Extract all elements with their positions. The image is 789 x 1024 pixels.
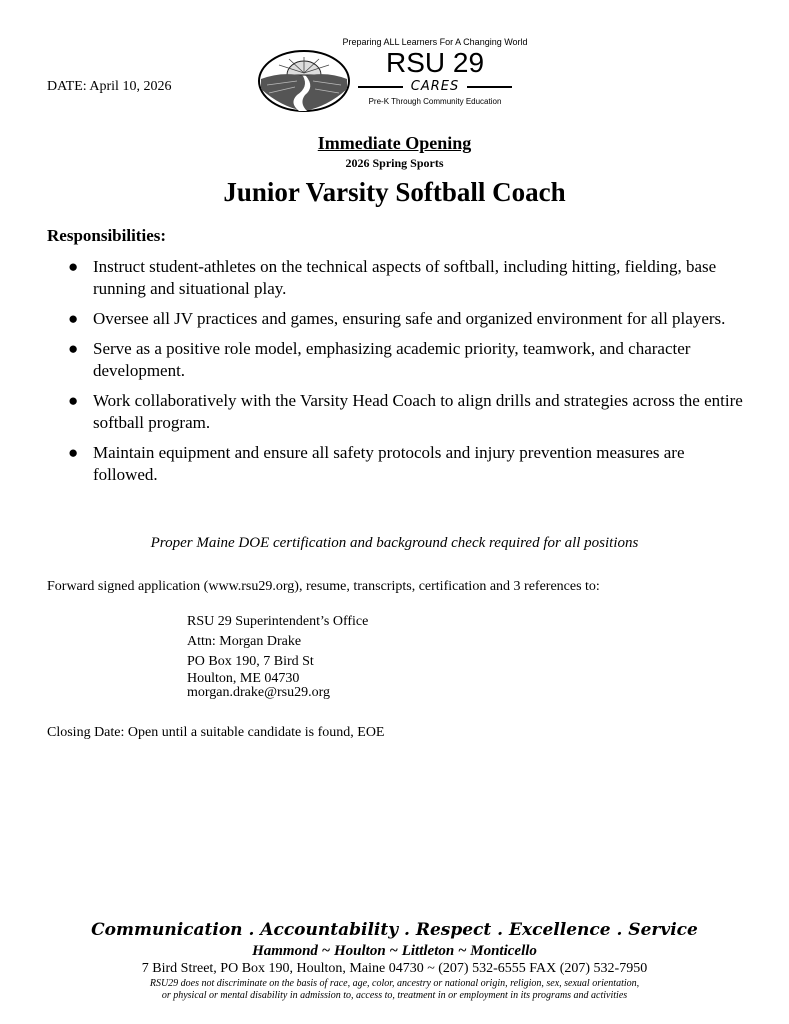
list-item	[68, 390, 748, 434]
posting-heading: Immediate Opening	[317, 133, 472, 153]
list-item-text: Maintain equipment and ensure all safety protocols and injury prevention measures are followed.	[93, 443, 685, 484]
logo-name: RSU 29	[385, 47, 485, 78]
bullet-icon: ●	[68, 257, 79, 276]
list-item-text: Instruct student-athletes on the technical aspects of softball, including hitting, fielding, base running and situational play.	[93, 257, 717, 298]
footer-towns: Hammond ~ Houlton ~ Littleton ~ Monticello	[252, 943, 537, 959]
closing-date: Closing Date: Open until a suitable candidate is found, EOE	[47, 725, 385, 740]
footer-motto: Communication . Accountability . Respect . Excellence . Service	[91, 920, 698, 940]
forward-instructions: Forward signed application (www.rsu29.org), resume, transcripts, certification and 3 references to:	[47, 579, 600, 594]
requirement-note: Proper Maine DOE certification and background check required for all positions	[150, 535, 639, 551]
logo-tagline: Preparing ALL Learners For A Changing World	[342, 37, 528, 47]
mailing-address	[187, 612, 368, 700]
bullet-icon: ●	[68, 339, 79, 358]
address-line: PO Box 190, 7 Bird St	[187, 654, 314, 669]
address-line: RSU 29 Superintendent’s Office	[187, 614, 369, 629]
logo-cares-row	[358, 79, 512, 94]
address-line: Houlton, ME 04730	[187, 671, 300, 686]
list-item	[68, 256, 748, 300]
responsibilities-list	[68, 256, 748, 494]
disclaimer-line: or physical or mental disability in admission to, access to, treatment in or employment in its programs and activities	[161, 990, 628, 1001]
bullet-icon: ●	[68, 391, 79, 410]
footer-address: 7 Bird Street, PO Box 190, Houlton, Maine 04730 ~ (207) 532-6555 FAX (207) 532-7950	[141, 961, 648, 976]
date: DATE: April 10, 2026	[47, 79, 172, 94]
list-item	[68, 442, 748, 486]
page-title: Junior Varsity Softball Coach	[223, 177, 566, 207]
bullet-icon: ●	[68, 443, 79, 462]
logo-cares: CARES	[410, 79, 460, 94]
list-item-text: Work collaboratively with the Varsity Head Coach to align drills and strategies across the entire softball program.	[93, 391, 743, 432]
responsibilities-label: Responsibilities:	[47, 226, 167, 245]
bullet-icon: ●	[68, 309, 79, 328]
logo-subtitle: Pre-K Through Community Education	[368, 97, 502, 106]
contact-email: morgan.drake@rsu29.org	[187, 685, 331, 700]
list-item-text: Oversee all JV practices and games, ensuring safe and organized environment for all players.	[93, 309, 726, 328]
list-item	[68, 308, 748, 330]
divider	[358, 86, 403, 88]
address-line: Attn: Morgan Drake	[187, 634, 302, 649]
list-item-text: Serve as a positive role model, emphasizing academic priority, teamwork, and character development.	[93, 339, 691, 380]
divider	[467, 86, 512, 88]
posting-season: 2026 Spring Sports	[345, 156, 444, 170]
list-item	[68, 338, 748, 382]
disclaimer-line: RSU29 does not discriminate on the basis of race, age, color, ancestry or national origin, religion, sex, sexual orientation,	[149, 978, 640, 989]
footer-disclaimer	[0, 978, 789, 1002]
